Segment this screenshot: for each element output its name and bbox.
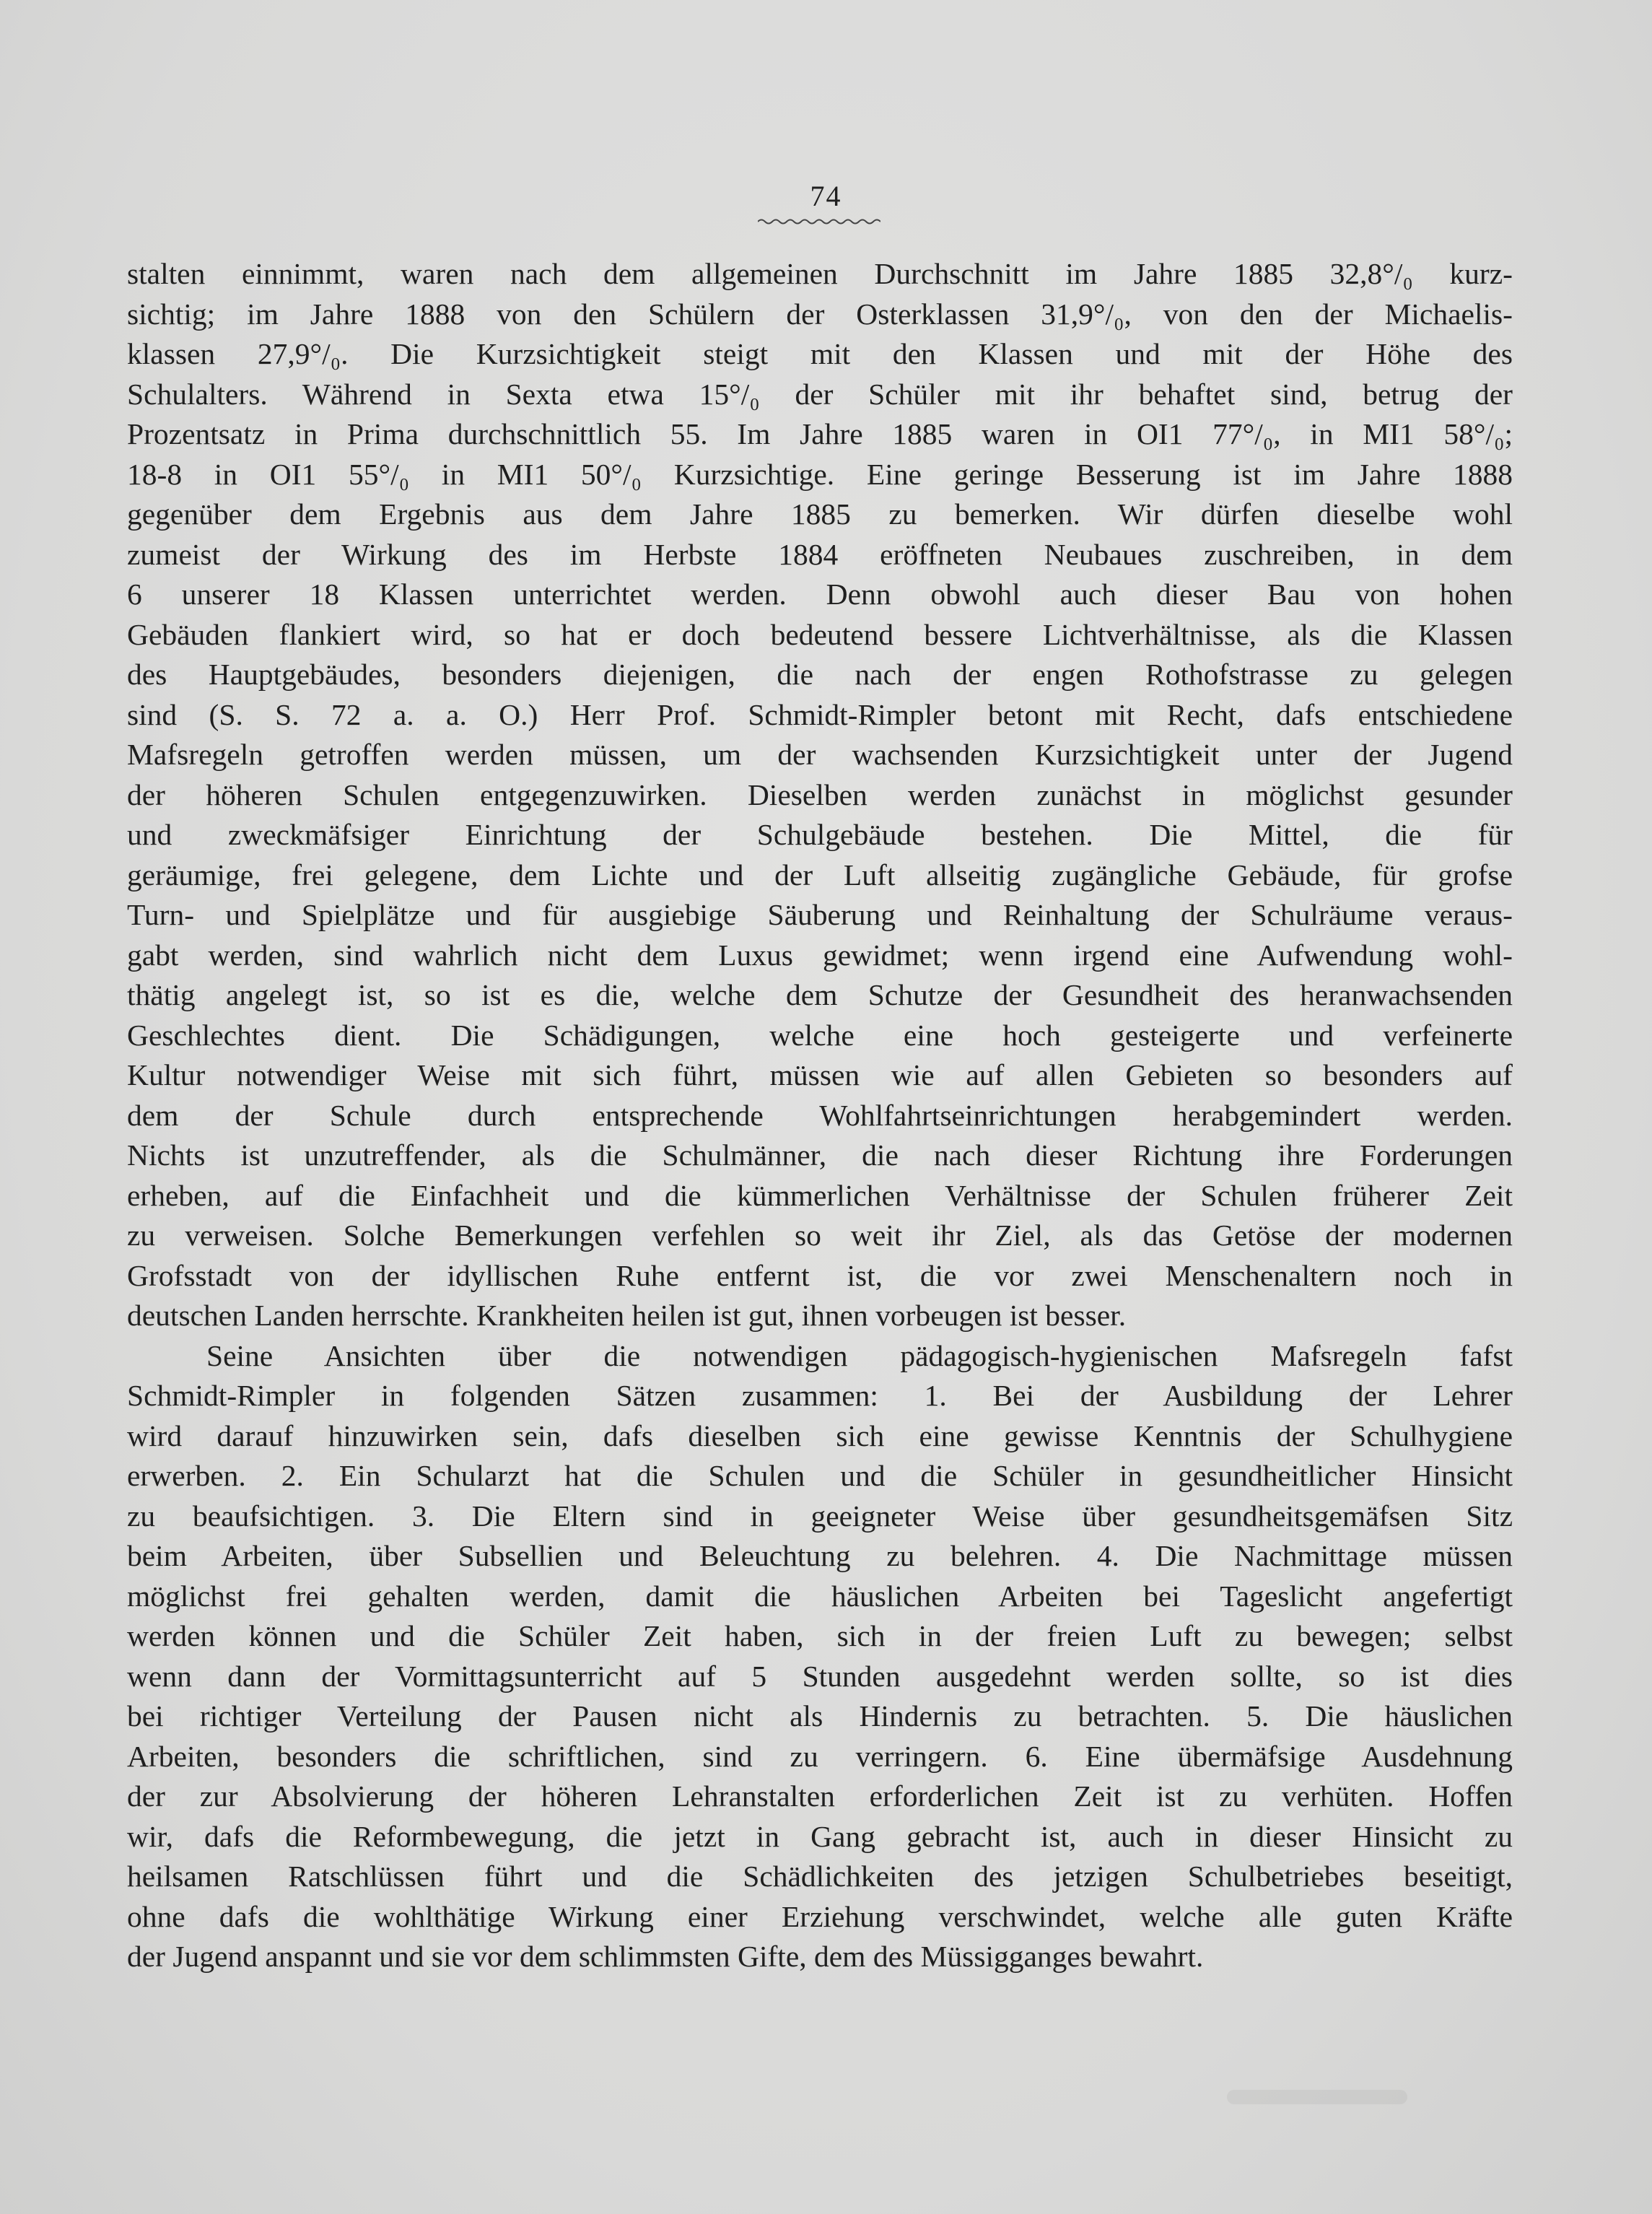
text-line: Kultur notwendiger Weise mit sich führt, müssen wie auf allen Gebieten so besonders auf — [127, 1058, 1513, 1091]
text-line: wenn dann der Vormittagsunterricht auf 5 Stunden ausgedehnt werden sollte, so ist dies — [127, 1659, 1513, 1693]
text-line: sichtig; im Jahre 1888 von den Schülern der Osterklassen 31,9°/₀, von den der Michaelis- — [127, 297, 1513, 331]
text-line: heilsamen Ratschlüssen führt und die Schädlichkeiten des jetzigen Schulbetriebes beseitigt, — [127, 1860, 1513, 1893]
text-line: wir, dafs die Reformbewegung, die jetzt in Gang gebracht ist, auch in dieser Hinsicht zu — [127, 1819, 1513, 1853]
text-line: der zur Absolvierung der höheren Lehranstalten erforderlichen Zeit ist zu verhüten. Hoffen — [127, 1779, 1513, 1813]
text-line: wird darauf hinzuwirken sein, dafs dieselben sich eine gewisse Kenntnis der Schulhygiene — [127, 1418, 1513, 1452]
text-line: zu beaufsichtigen. 3. Die Eltern sind in geeigneter Weise über gesundheitsgemäfsen Sitz — [127, 1499, 1513, 1533]
page-number-ornament — [758, 217, 880, 227]
text-line: zu verweisen. Solche Bemerkungen verfehlen so weit ihr Ziel, als das Getöse der modernen — [127, 1219, 1513, 1252]
text-line: Prozentsatz in Prima durchschnittlich 55. Im Jahre 1885 waren in OI1 77°/₀, in MI1 58°/₀; — [127, 417, 1513, 450]
text-line: Schulalters. Während in Sexta etwa 15°/₀ der Schüler mit ihr behaftet sind, betrug der — [127, 377, 1513, 411]
text-line: dem der Schule durch entsprechende Wohlfahrtseinrichtungen herabgemindert werden. — [127, 1098, 1513, 1132]
text-line: Arbeiten, besonders die schriftlichen, sind zu verringern. 6. Eine übermäfsige Ausdehnung — [127, 1739, 1513, 1773]
text-line: Geschlechtes dient. Die Schädigungen, welche eine hoch gesteigerte und verfeinerte — [127, 1018, 1513, 1052]
text-line: Seine Ansichten über die notwendigen pädagogisch-hygienischen Mafsregeln fafst — [206, 1338, 1513, 1372]
text-line: deutschen Landen herrschte. Krankheiten heilen ist gut, ihnen vorbeugen ist besser. — [127, 1299, 1127, 1332]
text-line: werden können und die Schüler Zeit haben, sich in der freien Luft zu bewegen; selbst — [127, 1619, 1513, 1652]
page-number: 74 — [810, 180, 842, 212]
paragraph-2 — [127, 1336, 1513, 1977]
text-line: stalten einnimmt, waren nach dem allgemeinen Durchschnitt im Jahre 1885 32,8°/₀ kurz- — [127, 257, 1513, 290]
text-line: Turn- und Spielplätze und für ausgiebige Säuberung und Reinhaltung der Schulräume veraus- — [127, 898, 1513, 931]
text-line: erwerben. 2. Ein Schularzt hat die Schulen und die Schüler in gesundheitlicher Hinsicht — [127, 1459, 1513, 1492]
text-line: geräumige, frei gelegene, dem Lichte und der Luft allseitig zugängliche Gebäude, für grofse — [127, 858, 1513, 892]
text-line: der höheren Schulen entgegenzuwirken. Dieselben werden zunächst in möglichst gesunder — [127, 777, 1513, 811]
text-line: möglichst frei gehalten werden, damit die häuslichen Arbeiten bei Tageslicht angefertigt — [127, 1579, 1513, 1613]
text-line: sind (S. S. 72 a. a. O.) Herr Prof. Schmidt-Rimpler betont mit Recht, dafs entschiedene — [127, 697, 1513, 731]
paragraph-1 — [127, 254, 1513, 1336]
body-text — [127, 254, 1513, 1977]
text-line: Grofsstadt von der idyllischen Ruhe entfernt ist, die vor zwei Menschenaltern noch in — [127, 1258, 1513, 1292]
text-line: ohne dafs die wohlthätige Wirkung einer Erziehung verschwindet, welche alle guten Kräfte — [127, 1899, 1513, 1933]
text-line: Gebäuden flankiert wird, so hat er doch bedeutend bessere Lichtverhältnisse, als die Klassen — [127, 617, 1513, 651]
text-line: Mafsregeln getroffen werden müssen, um der wachsenden Kurzsichtigkeit unter der Jugend — [127, 738, 1513, 771]
text-line: bei richtiger Verteilung der Pausen nicht als Hindernis zu betrachten. 5. Die häuslichen — [127, 1699, 1513, 1733]
faint-print-through — [1227, 2090, 1407, 2104]
text-line: 18-8 in OI1 55°/₀ in MI1 50°/₀ Kurzsichtige. Eine geringe Besserung ist im Jahre 1888 — [127, 457, 1513, 491]
text-line: des Hauptgebäudes, besonders diejenigen, die nach der engen Rothofstrasse zu gelegen — [127, 658, 1513, 691]
text-line: zumeist der Wirkung des im Herbste 1884 eröffneten Neubaues zuschreiben, in dem — [127, 537, 1513, 571]
text-line: der Jugend anspannt und sie vor dem schlimmsten Gifte, dem des Müssigganges bewahrt. — [127, 1940, 1204, 1973]
text-line: gegenüber dem Ergebnis aus dem Jahre 1885 zu bemerken. Wir dürfen dieselbe wohl — [127, 497, 1513, 531]
text-line: und zweckmäfsiger Einrichtung der Schulgebäude bestehen. Die Mittel, die für — [127, 818, 1513, 851]
text-line: klassen 27,9°/₀. Die Kurzsichtigkeit steigt mit den Klassen und mit der Höhe des — [127, 337, 1513, 370]
text-line: 6 unserer 18 Klassen unterrichtet werden. Denn obwohl auch dieser Bau von hohen — [127, 578, 1513, 611]
text-line: gabt werden, sind wahrlich nicht dem Luxus gewidmet; wenn irgend eine Aufwendung wohl- — [127, 938, 1513, 972]
text-line: Nichts ist unzutreffender, als die Schulmänner, die nach dieser Richtung ihre Forderungen — [127, 1138, 1513, 1172]
text-line: thätig angelegt ist, so ist es die, welche dem Schutze der Gesundheit des heranwachsenden — [127, 978, 1513, 1011]
text-line: Schmidt-Rimpler in folgenden Sätzen zusammen: 1. Bei der Ausbildung der Lehrer — [127, 1379, 1513, 1412]
text-line: erheben, auf die Einfachheit und die kümmerlichen Verhältnisse der Schulen früherer Zeit — [127, 1178, 1513, 1212]
text-line: beim Arbeiten, über Subsellien und Beleuchtung zu belehren. 4. Die Nachmittage müssen — [127, 1539, 1513, 1572]
